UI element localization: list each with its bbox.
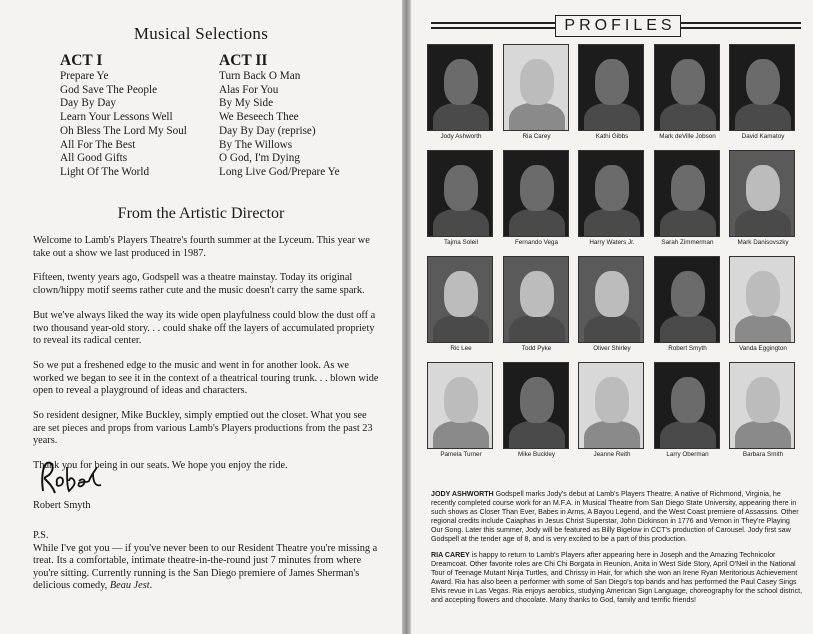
- cast-name-caption: Todd Pyke: [521, 345, 552, 352]
- song-item: Long Live God/Prepare Ye: [219, 165, 340, 178]
- cast-card: [503, 44, 571, 141]
- headshot-face: [746, 271, 780, 317]
- ps-text-main: While I've got you — if you've never been to our Resident Theatre you're missing a treat. Its a comfortable, intimate theatre-in-the-round just 7 minutes from where you're sitting. Currently running is the San Diego premiere of James Sherman's delicious comedy,: [33, 542, 378, 592]
- cast-card: [578, 362, 646, 459]
- ps-show-title: Beau Jest: [109, 580, 150, 592]
- headshot-photo: [427, 256, 493, 343]
- headshot-photo: [654, 44, 720, 131]
- song-item: Learn Your Lessons Well: [60, 111, 173, 124]
- song-item: Prepare Ye: [60, 70, 109, 82]
- headshot-photo: [578, 44, 644, 131]
- cast-name-caption: Jody Ashworth: [440, 133, 482, 140]
- cast-card: [654, 362, 722, 459]
- headshot-face: [746, 377, 780, 423]
- headshot-photo: [503, 362, 569, 449]
- song-item: All Good Gifts: [60, 152, 128, 165]
- act-2-list: [219, 52, 340, 180]
- headshot-shoulders: [584, 209, 640, 237]
- song-item: Day By Day (reprise): [219, 124, 316, 137]
- headshot-photo: [427, 362, 493, 449]
- song-item: Turn Back O Man: [219, 70, 301, 82]
- bio-name: RIA CAREY: [431, 551, 470, 559]
- cast-card: [503, 256, 571, 353]
- cast-name-caption: Ric Lee: [450, 345, 472, 352]
- right-page: [411, 0, 813, 634]
- song-item: By The Willows: [219, 138, 293, 151]
- cast-card: [578, 150, 646, 247]
- letter-paragraph: So resident designer, Mike Buckley, simply emptied out the closet. What you see are set pieces and props from various Lamb's Players productions from the past 23 years.: [33, 410, 373, 447]
- letter-paragraph: Welcome to Lamb's Players Theatre's fourth summer at the Lyceum. This year we take out a show we last produced in 1987.: [33, 235, 370, 259]
- headshot-shoulders: [584, 103, 640, 131]
- headshot-photo: [729, 150, 795, 237]
- headshot-photo: [427, 150, 493, 237]
- profiles-header: [431, 15, 801, 37]
- song-item: By My Side: [219, 97, 274, 110]
- headshot-photo: [578, 150, 644, 237]
- song-item: Light Of The World: [60, 165, 150, 178]
- headshot-face: [444, 59, 478, 105]
- signature-name: Robert Smyth: [33, 500, 91, 511]
- headshot-face: [671, 271, 705, 317]
- cast-name-caption: Barbara Smith: [742, 451, 784, 458]
- headshot-face: [520, 59, 554, 105]
- song-item: Alas For You: [219, 83, 279, 96]
- cast-card: [427, 150, 495, 247]
- letter-paragraph: Thank you for being in our seats. We hope you enjoy the ride.: [33, 460, 288, 472]
- headshot-photo: [729, 362, 795, 449]
- headshot-photo: [503, 44, 569, 131]
- headshot-face: [746, 165, 780, 211]
- headshot-shoulders: [735, 421, 791, 449]
- headshot-shoulders: [660, 421, 716, 449]
- cast-name-caption: Sarah Zimmerman: [661, 239, 714, 246]
- headshot-shoulders: [433, 103, 489, 131]
- headshot-face: [595, 59, 629, 105]
- letter-paragraph: So we put a freshened edge to the music and went in for another look. As we worked we began to see it in the context of a theatrical touring trunk. . . blown wide open to reveal a playground of ideas and characters.: [33, 360, 379, 397]
- headshot-photo: [654, 256, 720, 343]
- headshot-face: [671, 165, 705, 211]
- headshot-shoulders: [433, 315, 489, 343]
- cast-name-caption: Larry Oberman: [666, 451, 709, 458]
- song-item: Day By Day: [60, 97, 116, 110]
- headshot-shoulders: [735, 315, 791, 343]
- cast-card: [427, 362, 495, 459]
- headshot-face: [595, 377, 629, 423]
- cast-card: [729, 150, 797, 247]
- cast-card: [729, 362, 797, 459]
- headshot-photo: [654, 362, 720, 449]
- headshot-photo: [578, 256, 644, 343]
- left-page: [0, 0, 402, 634]
- cast-name-caption: Kathi Gibbs: [595, 133, 629, 140]
- song-item: All For The Best: [60, 138, 136, 151]
- headshot-face: [444, 165, 478, 211]
- cast-card: [654, 44, 722, 141]
- bio-text: is happy to return to Lamb's Players after appearing here in Joseph and the Amazing Technicolor Dreamcoat. Other favorite roles are Chi Chi Borgata in Reunion, Anita in West Side Story, April O'Neil in the National Tour of Teenage Mutant Ninja Turtles, and Chrissy in Hair, for which she won an Irene Ryan Meritorious Achievement Award. Ria has also been a performer with some of San Diego's top bands and has performed the Paul Casey Sings Elvis revue in Las Vegas. Ria enjoys aerobics, studying American Sign Language, choreography for the school district, and accepting flowers and chocolate. Many thanks to God, family and terrific friends!: [431, 551, 803, 605]
- cast-name-caption: Ria Carey: [522, 133, 551, 140]
- cast-name-caption: Mark deVille Jobson: [659, 133, 716, 140]
- headshot-shoulders: [660, 209, 716, 237]
- headshot-photo: [729, 256, 795, 343]
- headshot-photo: [578, 362, 644, 449]
- cast-name-caption: Mark Danisovszky: [737, 239, 789, 246]
- headshot-shoulders: [584, 315, 640, 343]
- headshot-face: [595, 165, 629, 211]
- cast-card: [654, 256, 722, 353]
- cast-card: [427, 44, 495, 141]
- cast-card: [503, 150, 571, 247]
- director-letter: [33, 235, 381, 485]
- headshot-shoulders: [735, 209, 791, 237]
- ps-text: [33, 543, 381, 593]
- headshot-shoulders: [433, 209, 489, 237]
- headshot-face: [444, 377, 478, 423]
- headshot-shoulders: [660, 103, 716, 131]
- cast-card: [578, 44, 646, 141]
- cast-name-caption: Jeanne Reith: [593, 451, 631, 458]
- cast-card: [729, 256, 797, 353]
- headshot-photo: [729, 44, 795, 131]
- cast-name-caption: Oliver Shirley: [593, 345, 631, 352]
- bio-name: JODY ASHWORTH: [431, 490, 494, 498]
- profiles-title-box: [555, 15, 681, 37]
- song-item: We Beseech Thee: [219, 111, 299, 124]
- musical-selections-title: Musical Selections: [133, 24, 269, 43]
- cast-card: [654, 150, 722, 247]
- cast-card: [503, 362, 571, 459]
- cast-name-caption: Robert Smyth: [668, 345, 707, 352]
- letter-paragraph: Fifteen, twenty years ago, Godspell was a theatre mainstay. Today its original clown/hippy motif seems rather cute and the music doesn't carry the same spark.: [33, 272, 365, 297]
- act-1-heading: ACT I: [60, 52, 103, 69]
- headshot-shoulders: [660, 315, 716, 343]
- cast-name-caption: Vanda Eggington: [739, 345, 787, 352]
- song-item: God Save The People: [60, 83, 158, 96]
- artistic-director-title: From the Artistic Director: [117, 205, 285, 222]
- ps-label: P.S.: [33, 530, 49, 541]
- postscript: [33, 530, 381, 593]
- headshot-shoulders: [433, 421, 489, 449]
- headshot-photo: [503, 256, 569, 343]
- act-1-list: [60, 52, 187, 180]
- page-gutter: [402, 0, 411, 634]
- act-2-heading: ACT II: [219, 52, 268, 69]
- song-item: Oh Bless The Lord My Soul: [60, 124, 187, 137]
- headshot-shoulders: [509, 103, 565, 131]
- headshot-shoulders: [735, 103, 791, 131]
- headshot-shoulders: [509, 315, 565, 343]
- headshot-photo: [427, 44, 493, 131]
- cast-card: [578, 256, 646, 353]
- headshot-face: [595, 271, 629, 317]
- ps-text-end: .: [149, 580, 153, 592]
- headshot-face: [520, 271, 554, 317]
- headshot-face: [444, 271, 478, 317]
- cast-name-caption: David Kamatoy: [741, 133, 785, 140]
- profiles-title: PROFILES: [564, 17, 676, 34]
- cast-name-caption: Fernando Vega: [514, 239, 559, 246]
- cast-name-caption: Tajma Soleil: [444, 239, 478, 246]
- song-item: O God, I'm Dying: [219, 152, 300, 165]
- bio-jody-ashworth: [431, 490, 803, 545]
- headshot-face: [520, 377, 554, 423]
- headshot-shoulders: [509, 209, 565, 237]
- headshot-face: [746, 59, 780, 105]
- letter-paragraph: But we've always liked the way its wide open playfulness could blow the dust off a two thousand year-old story. . . could shake off the layers of accumulated propriety to reveal its radical center.: [33, 309, 376, 347]
- cast-card: [427, 256, 495, 353]
- cast-name-caption: Harry Waters Jr.: [589, 239, 635, 246]
- cast-name-caption: Pamela Turner: [440, 451, 482, 458]
- headshot-photo: [503, 150, 569, 237]
- headshot-face: [671, 377, 705, 423]
- headshot-photo: [654, 150, 720, 237]
- headshot-shoulders: [584, 421, 640, 449]
- handwritten-signature: [37, 457, 107, 499]
- cast-card: [729, 44, 797, 141]
- headshot-face: [520, 165, 554, 211]
- bio-text: Godspell marks Jody's debut at Lamb's Players Theatre. A native of Richmond, Virginia, he recently completed course work for an M.F.A. in Musical Theatre from San Diego State University, appearing there in such shows as Closer Than Ever, Babes in Arms, A Bayou Legend, and the West Coast premiere of Assassins. Other regional credits include Caiaphas in Jesus Christ Superstar, John Dickinson in 1776 and Vernon in They're Playing Our Song. Later this summer, Jody will be featured as Billy Bigelow in CCT's production of Carousel. Jody first saw Godspell at the tender age of 8, and is very excited to be a part of this production.: [431, 490, 799, 544]
- headshot-face: [671, 59, 705, 105]
- headshot-shoulders: [509, 421, 565, 449]
- bio-ria-carey: [431, 551, 803, 606]
- cast-name-caption: Mike Buckley: [517, 451, 556, 458]
